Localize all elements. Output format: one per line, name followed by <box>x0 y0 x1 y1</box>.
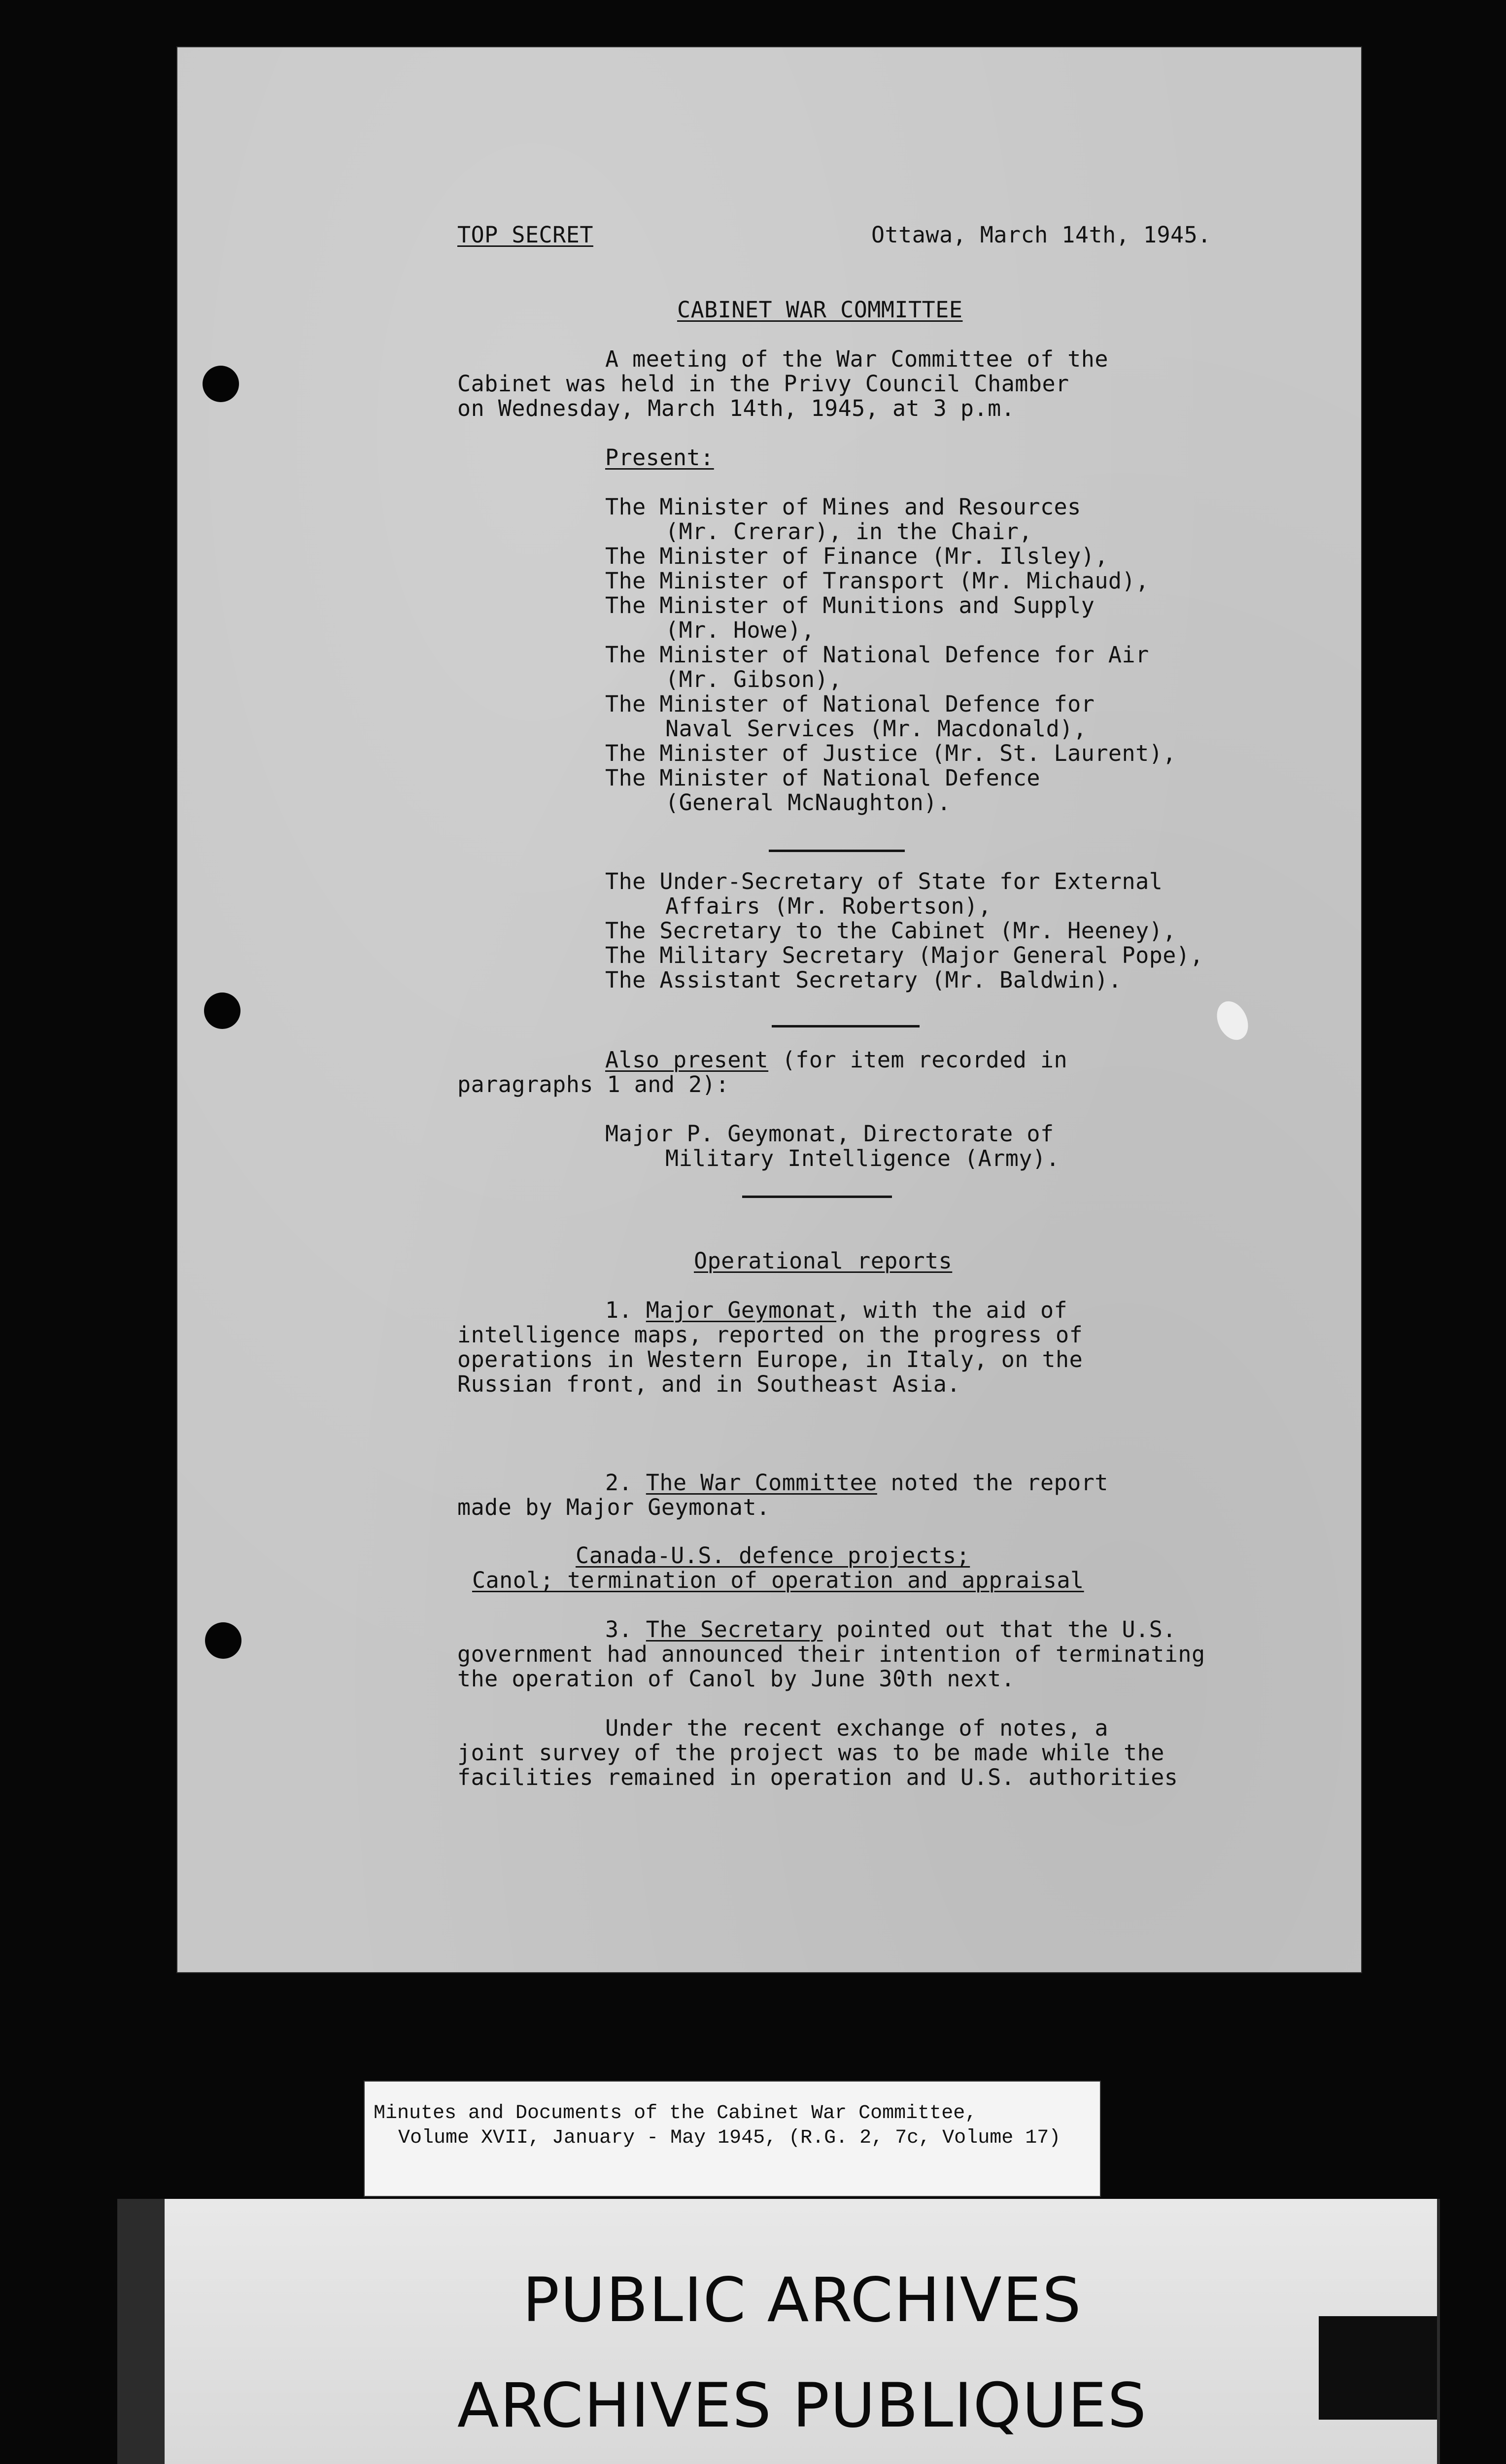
guest-line: Military Intelligence (Army). <box>665 1145 1060 1171</box>
paragraph-subject: Major Geymonat <box>646 1297 837 1323</box>
paragraph-text: noted the report <box>877 1470 1108 1496</box>
paragraph-number: 2. <box>605 1470 646 1496</box>
archive-stamp-card <box>117 2199 1440 2464</box>
attendee-line: The Minister of National Defence for <box>605 691 1095 717</box>
microfilm-caption-label <box>364 2081 1101 2197</box>
paragraph-subject: The Secretary <box>646 1616 823 1643</box>
attendee-line: The Minister of Transport (Mr. Michaud), <box>605 568 1149 594</box>
punch-hole-bottom <box>205 1622 241 1659</box>
attendee-line: The Minister of Munitions and Supply <box>605 592 1095 618</box>
paragraph-text: pointed out that the U.S. <box>822 1616 1176 1643</box>
document-page <box>177 47 1361 1972</box>
attendee-line: (General McNaughton). <box>665 789 951 816</box>
attendee-line: The Minister of National Defence <box>605 765 1040 791</box>
paragraph-line: intelligence maps, reported on the progress of <box>457 1322 1083 1348</box>
punch-hole-middle <box>204 992 240 1029</box>
section-heading: Canol; termination of operation and appraisal <box>472 1567 1084 1593</box>
attendee-line: (Mr. Crerar), in the Chair, <box>665 518 1032 545</box>
attendee-line: (Mr. Gibson), <box>665 666 842 692</box>
paragraph-1-line-1 <box>605 1298 1067 1323</box>
attendee-line: The Minister of Mines and Resources <box>605 494 1081 520</box>
caption-line-1: Minutes and Documents of the Cabinet War Committee, <box>374 2102 977 2124</box>
caption-line-2: Volume XVII, January - May 1945, (R.G. 2, 7c, Volume 17) <box>398 2127 1061 2149</box>
paragraph-line: made by Major Geymonat. <box>457 1494 770 1520</box>
section-heading: Operational reports <box>694 1248 953 1274</box>
paragraph-line: joint survey of the project was to be made while the <box>457 1740 1164 1766</box>
archive-stamp-line-2: ARCHIVES PUBLIQUES <box>457 2370 1148 2441</box>
present-label: Present: <box>605 445 714 471</box>
paragraph-subject: The War Committee <box>646 1470 877 1496</box>
official-line: The Assistant Secretary (Mr. Baldwin). <box>605 967 1122 993</box>
also-present-line-2: paragraphs 1 and 2): <box>457 1071 729 1097</box>
paragraph-line: operations in Western Europe, in Italy, on the <box>457 1346 1083 1372</box>
divider-rule <box>742 1196 892 1198</box>
official-line: The Secretary to the Cabinet (Mr. Heeney), <box>605 918 1176 944</box>
paragraph-2-line-1 <box>605 1471 1108 1495</box>
attendee-line: The Minister of Finance (Mr. Ilsley), <box>605 543 1108 569</box>
official-line: The Under-Secretary of State for External <box>605 868 1163 894</box>
divider-rule <box>772 1025 920 1027</box>
paragraph-text: , with the aid of <box>836 1297 1068 1323</box>
document-title: CABINET WAR COMMITTEE <box>677 297 963 323</box>
guest-line: Major P. Geymonat, Directorate of <box>605 1121 1054 1147</box>
place-and-date: Ottawa, March 14th, 1945. <box>871 222 1211 248</box>
attendee-line: The Minister of National Defence for Air <box>605 642 1149 668</box>
also-present-line <box>605 1048 1067 1072</box>
archive-stamp-line-1: PUBLIC ARCHIVES <box>522 2265 1082 2336</box>
intro-line-3: on Wednesday, March 14th, 1945, at 3 p.m. <box>457 395 1015 421</box>
paragraph-number: 1. <box>605 1297 646 1323</box>
attendee-line: The Minister of Justice (Mr. St. Laurent), <box>605 740 1176 766</box>
paragraph-line: facilities remained in operation and U.S. authorities <box>457 1764 1178 1790</box>
also-present-label: Also present <box>605 1047 769 1073</box>
also-present-qualifier: (for item recorded in <box>768 1047 1068 1073</box>
paper-stain <box>1211 996 1254 1045</box>
intro-line-1: A meeting of the War Committee of the <box>605 346 1108 372</box>
paragraph-3-line-1 <box>605 1617 1176 1642</box>
paragraph-number: 3. <box>605 1616 646 1643</box>
attendee-line: Naval Services (Mr. Macdonald), <box>665 716 1087 742</box>
intro-line-2: Cabinet was held in the Privy Council Chamber <box>457 371 1069 397</box>
official-line: The Military Secretary (Major General Pope), <box>605 942 1204 968</box>
paragraph-line: Under the recent exchange of notes, a <box>605 1715 1108 1741</box>
classification-marking: TOP SECRET <box>457 222 593 248</box>
paragraph-line: government had announced their intention of terminating <box>457 1641 1205 1667</box>
divider-rule <box>769 850 905 852</box>
section-heading: Canada-U.S. defence projects; <box>576 1542 970 1569</box>
official-line: Affairs (Mr. Robertson), <box>665 893 992 919</box>
paragraph-line: Russian front, and in Southeast Asia. <box>457 1371 960 1397</box>
paragraph-line: the operation of Canol by June 30th next. <box>457 1666 1015 1692</box>
punch-hole-top <box>203 366 239 402</box>
attendee-line: (Mr. Howe), <box>665 617 815 643</box>
